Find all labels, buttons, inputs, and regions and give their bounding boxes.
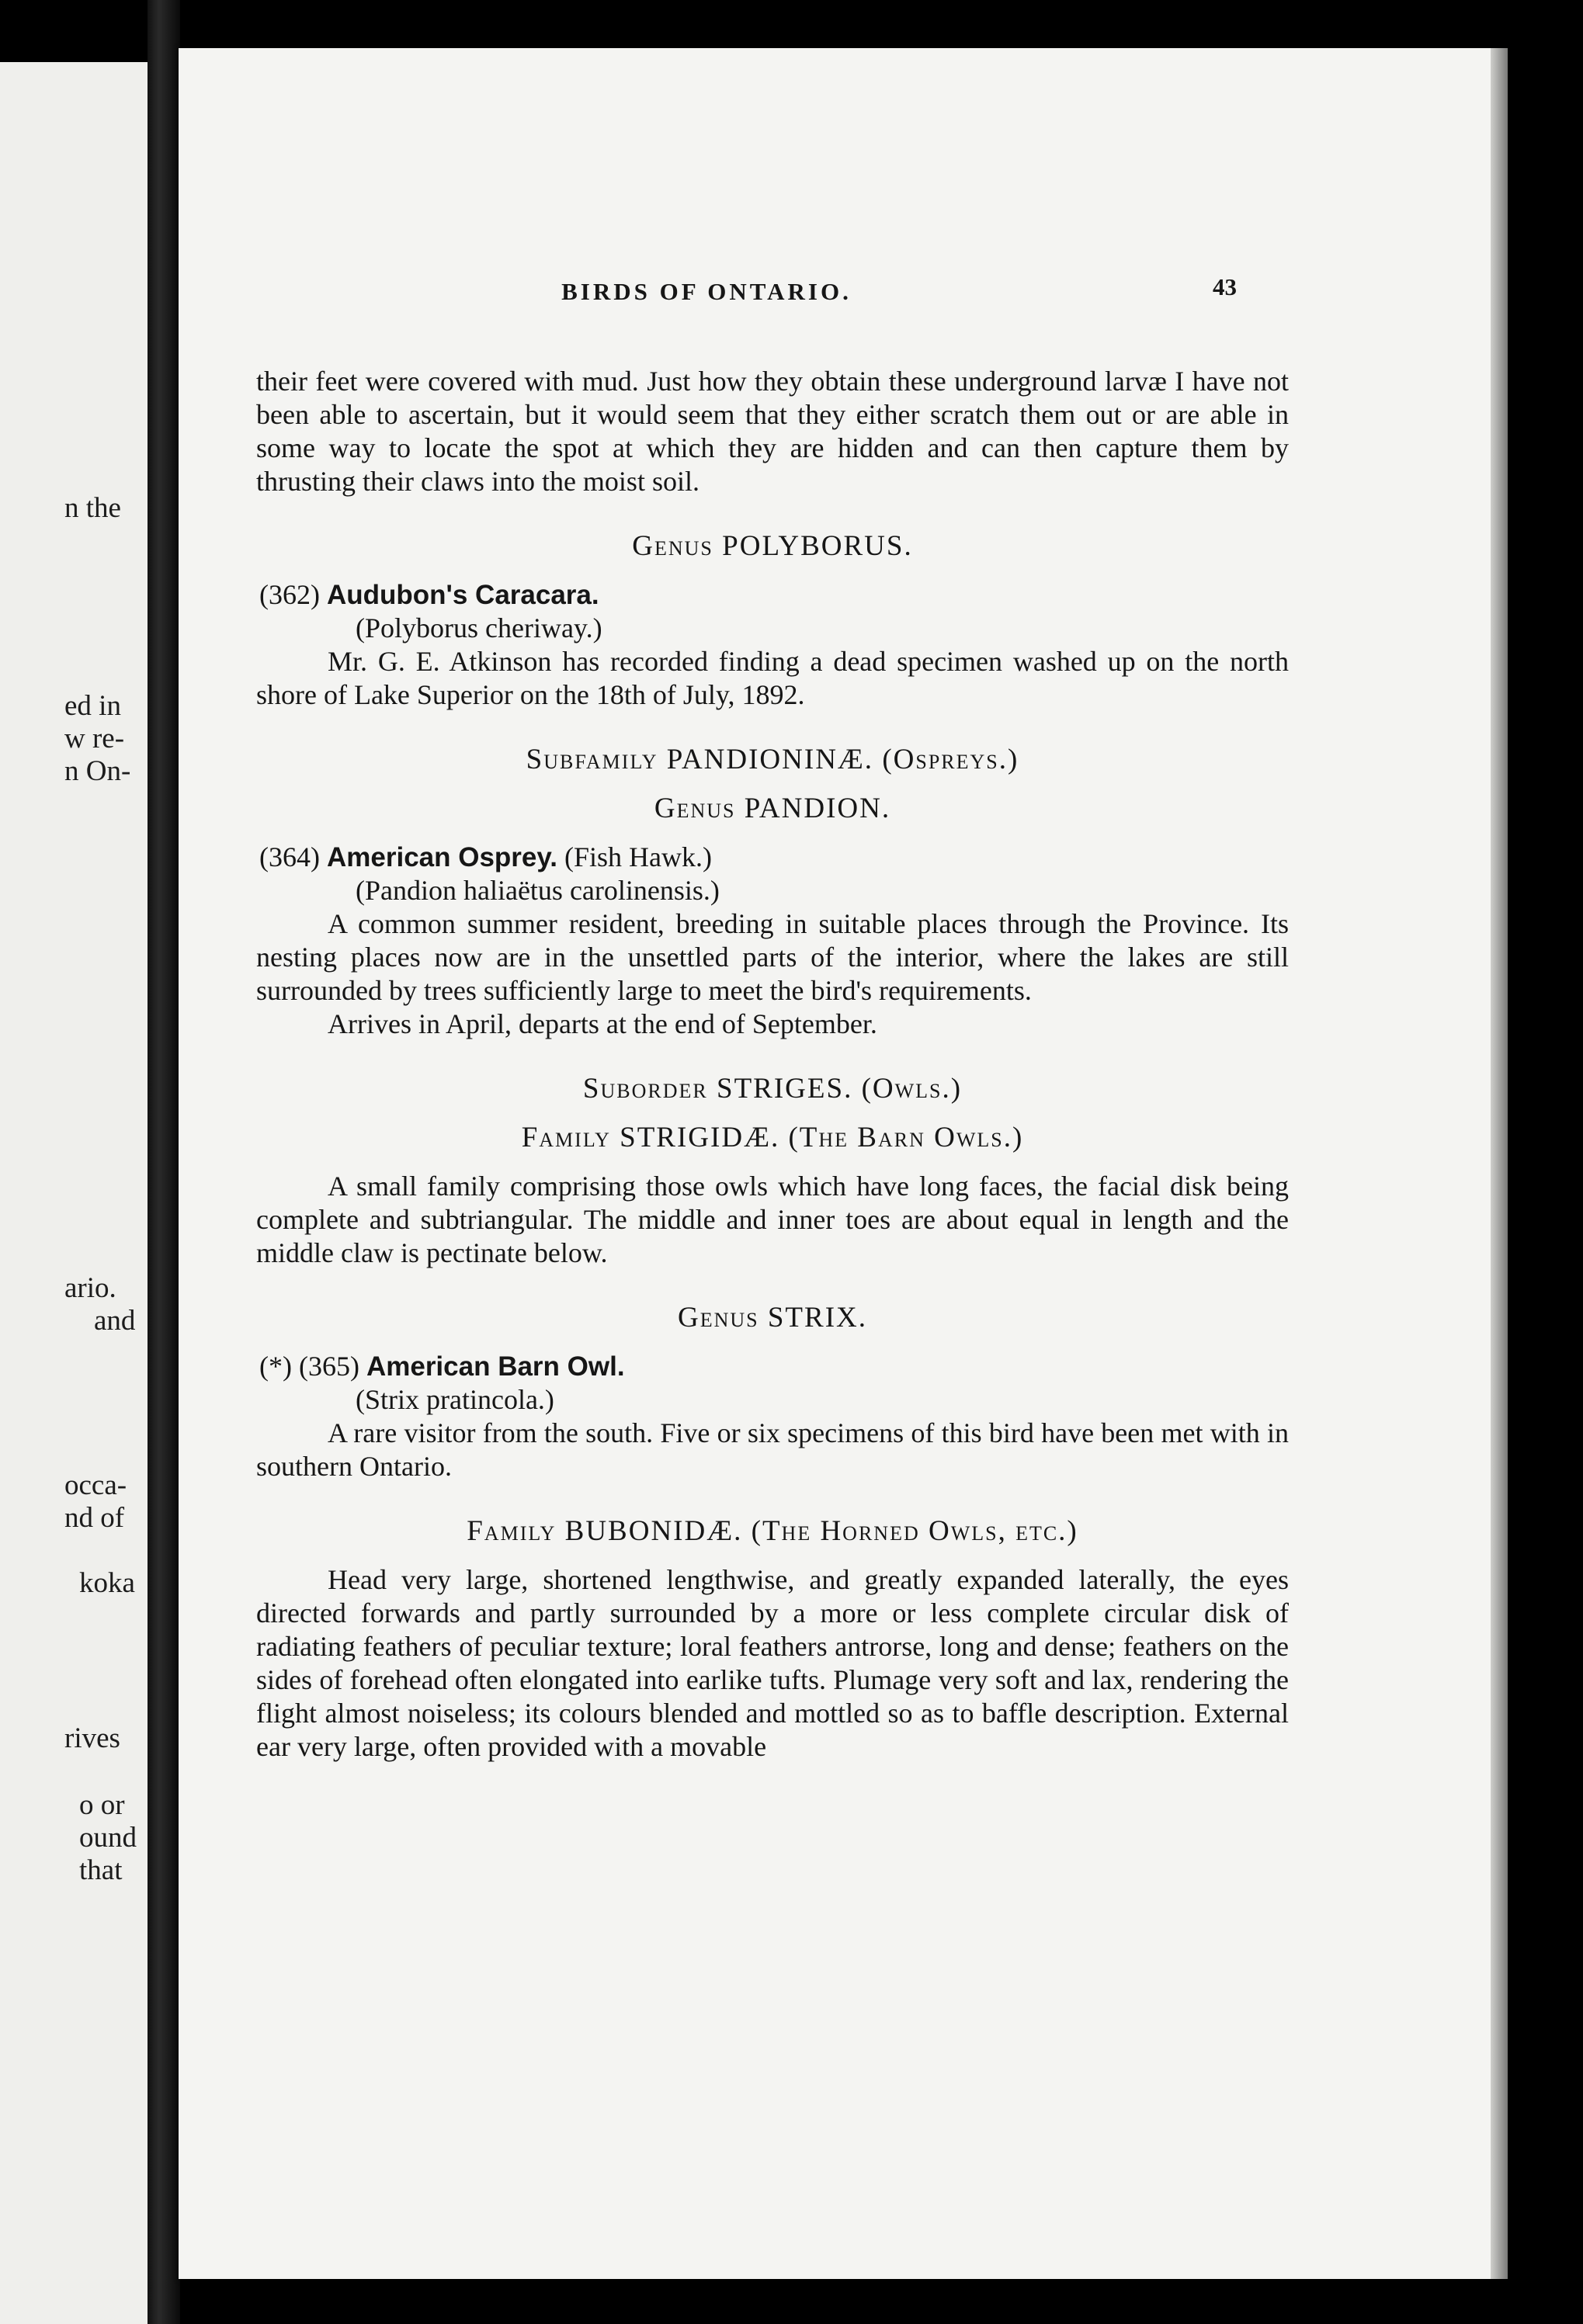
family-strigidae-heading: Family STRIGIDÆ. (The Barn Owls.) [521, 1122, 1024, 1153]
species-number: (362) [259, 579, 320, 610]
facing-page [0, 62, 148, 2324]
species-text: A rare visitor from the south. Five or six specimens of this bird have been met with in southern Ontario. [256, 1417, 1289, 1482]
family-description: A small family comprising those owls which have long faces, the facial disk being complete and subtriangular. The middle and inner toes are about equal in length and the middle claw is pectinate below. [256, 1171, 1289, 1268]
facing-page-fragment: koka [79, 1567, 135, 1599]
intro-paragraph: their feet were covered with mud. Just how they obtain these underground larvæ I have not been able to ascertain, but it would seem that they either scratch them out or are able in some way to locate the spot at which they are hidden and can then capture them by thrusting their claws into the moist soil. [256, 366, 1289, 497]
facing-page-fragment: ound [79, 1822, 137, 1854]
scientific-name: (Pandion haliaëtus carolinensis.) [356, 875, 720, 906]
species-name: American Barn Owl. [366, 1351, 625, 1382]
page-number: 43 [1213, 273, 1237, 300]
species-text: Mr. G. E. Atkinson has recorded finding a dead specimen washed up on the north shore of Lake Superior on the 18th of July, 1892. [256, 646, 1289, 710]
facing-page-fragment: ario. [64, 1272, 116, 1304]
species-name: American Osprey. [326, 842, 557, 872]
facing-page-fragment: and [94, 1305, 136, 1337]
facing-page-fragment: occa- [64, 1469, 127, 1501]
scientific-name: (Polyborus cheriway.) [356, 612, 602, 643]
species-name: Audubon's Caracara. [326, 580, 599, 610]
suborder-striges-heading: Suborder STRIGES. (Owls.) [582, 1073, 963, 1105]
species-entry-barn-owl [259, 1350, 1289, 1383]
family-bubonidae-heading: Family BUBONIDÆ. (The Horned Owls, etc.) [467, 1515, 1078, 1547]
species-number: (364) [259, 841, 320, 872]
scientific-name: (Strix pratincola.) [356, 1384, 554, 1415]
species-number: (*) (365) [259, 1351, 359, 1382]
page-edge [1491, 48, 1508, 2279]
facing-page-fragment: that [79, 1854, 123, 1886]
species-entry-osprey [259, 841, 1289, 874]
species-text-2: Arrives in April, departs at the end of September. [328, 1008, 877, 1039]
common-name: (Fish Hawk.) [564, 841, 712, 872]
species-text: A common summer resident, breeding in suitable places through the Province. Its nesting places now are in the unsettled parts of the interior, where the lakes are still surrounded by trees sufficiently large to meet the bird's requirements. [256, 908, 1289, 1006]
genus-pandion-heading: Genus PANDION. [654, 793, 891, 824]
book-gutter [148, 0, 180, 2324]
family-description: Head very large, shortened lengthwise, and greatly expanded laterally, the eyes directed forwards and partly surrounded by a more or less complete circular disk of radiating feathers of peculiar texture; loral feathers antrorse, long and dense; feathers on the sides of forehead often elongated into earlike tufts. Plumage very soft and lax, rendering the flight almost noiseless; its colours blended and mottled so as to baffle description. External ear very large, often provided with a movable [256, 1564, 1289, 1762]
page-body [256, 365, 1289, 1764]
facing-page-fragment: ed in [64, 690, 121, 722]
genus-polyborus-heading: Genus POLYBORUS. [632, 530, 913, 562]
facing-page-fragment: n the [64, 492, 121, 524]
species-entry-caracara [259, 578, 1289, 612]
facing-page-fragment: w re- [64, 723, 125, 754]
facing-page-fragment: nd of [64, 1502, 125, 1534]
subfamily-pandioninae-heading: Subfamily PANDIONINÆ. (Ospreys.) [526, 744, 1019, 775]
genus-strix-heading: Genus STRIX. [677, 1302, 868, 1334]
running-header: BIRDS OF ONTARIO. [561, 278, 852, 305]
facing-page-fragment: n On- [64, 755, 131, 787]
facing-page-fragment: o or [79, 1789, 125, 1821]
facing-page-fragment: rives [64, 1722, 120, 1754]
